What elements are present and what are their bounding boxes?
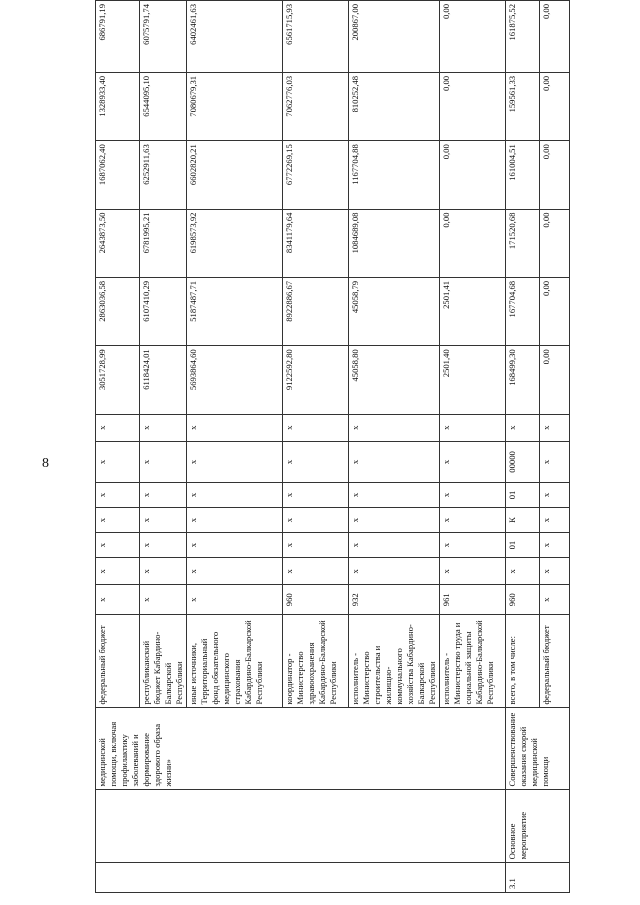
value-cell-v6: 6075791,74 <box>140 1 187 73</box>
value-cell-v1: 3051728,99 <box>96 346 140 414</box>
code-cell-cs1: x <box>540 508 570 533</box>
code-cell-vr: x <box>96 414 140 441</box>
code-cell-vr: x <box>140 414 187 441</box>
value-cell-v2: 2863036,58 <box>96 277 140 345</box>
code-cell-pr: 01 <box>506 533 540 558</box>
value-cell-v1: 168499,30 <box>506 346 540 414</box>
page-number: 8 <box>42 456 49 471</box>
row-name: Основное мероприятие <box>506 790 570 863</box>
value-cell-v5: 0,00 <box>440 72 506 140</box>
code-cell-cs2: x <box>440 482 506 507</box>
code-cell-vr: x <box>540 414 570 441</box>
source-cell: всего, в том числе: <box>506 615 540 708</box>
row-number: 3.1 <box>506 863 570 893</box>
code-cell-grbs: x <box>96 585 140 615</box>
value-cell-v5: 0,00 <box>540 72 570 140</box>
code-cell-grbs: 961 <box>440 585 506 615</box>
value-cell-v4: 6772269,15 <box>283 141 349 209</box>
value-cell-v6: 686791,19 <box>96 1 140 73</box>
code-cell-rz: x <box>140 558 187 585</box>
code-cell-pr: x <box>283 533 349 558</box>
value-cell-v6: 161875,52 <box>506 1 540 73</box>
code-cell-rz: x <box>540 558 570 585</box>
value-cell-v4: 0,00 <box>540 141 570 209</box>
value-cell-v1: 9122592,80 <box>283 346 349 414</box>
code-cell-cs2: x <box>283 482 349 507</box>
source-cell: исполнитель - Министерство строительства и жилищно-коммунального хозяйства Кабардино-Балкарской Республики <box>349 615 440 708</box>
code-cell-cs1: x <box>283 508 349 533</box>
row-number <box>96 863 506 893</box>
value-cell-v6: 6402461,63 <box>187 1 283 73</box>
value-cell-v2: 45058,79 <box>349 277 440 345</box>
table-row <box>96 1 140 893</box>
code-cell-pr: x <box>540 533 570 558</box>
code-cell-vr: x <box>283 414 349 441</box>
value-cell-v5: 810252,48 <box>349 72 440 140</box>
table-body <box>96 1 570 893</box>
value-cell-v3: 8341179,64 <box>283 209 349 277</box>
code-cell-cs1: x <box>187 508 283 533</box>
source-cell: иные источники, Территориальный фонд обязательного медицинского страхования Кабардино-Балкарской Республики <box>187 615 283 708</box>
code-cell-pr: x <box>96 533 140 558</box>
code-cell-pr: x <box>187 533 283 558</box>
code-cell-cs3: x <box>540 441 570 482</box>
code-cell-rz: x <box>187 558 283 585</box>
code-cell-grbs: 960 <box>283 585 349 615</box>
row-name <box>96 790 506 863</box>
value-cell-v5: 1328933,40 <box>96 72 140 140</box>
code-cell-vr: x <box>349 414 440 441</box>
value-cell-v2: 8922886,67 <box>283 277 349 345</box>
value-cell-v4: 161004,51 <box>506 141 540 209</box>
table-row <box>506 1 540 893</box>
code-cell-cs3: x <box>140 441 187 482</box>
value-cell-v3: 0,00 <box>540 209 570 277</box>
code-cell-cs2: x <box>187 482 283 507</box>
value-cell-v3: 2643873,50 <box>96 209 140 277</box>
budget-table <box>95 0 570 893</box>
value-cell-v3: 1084689,08 <box>349 209 440 277</box>
code-cell-grbs: 960 <box>506 585 540 615</box>
value-cell-v2: 6107410,29 <box>140 277 187 345</box>
code-cell-rz: x <box>440 558 506 585</box>
value-cell-v1: 45058,80 <box>349 346 440 414</box>
code-cell-grbs: x <box>540 585 570 615</box>
code-cell-grbs: x <box>140 585 187 615</box>
code-cell-vr: x <box>187 414 283 441</box>
code-cell-cs1: x <box>96 508 140 533</box>
code-cell-cs2: x <box>349 482 440 507</box>
value-cell-v4: 6602820,21 <box>187 141 283 209</box>
code-cell-cs3: x <box>96 441 140 482</box>
source-cell: федеральный бюджет <box>96 615 140 708</box>
value-cell-v4: 0,00 <box>440 141 506 209</box>
code-cell-vr: x <box>440 414 506 441</box>
code-cell-cs3: x <box>187 441 283 482</box>
code-cell-cs2: x <box>140 482 187 507</box>
value-cell-v2: 0,00 <box>540 277 570 345</box>
value-cell-v1: 0,00 <box>540 346 570 414</box>
code-cell-rz: x <box>506 558 540 585</box>
code-cell-cs2: x <box>540 482 570 507</box>
value-cell-v1: 6118424,01 <box>140 346 187 414</box>
code-cell-cs3: 00000 <box>506 441 540 482</box>
code-cell-pr: x <box>140 533 187 558</box>
value-cell-v2: 2501,41 <box>440 277 506 345</box>
value-cell-v5: 6544095,10 <box>140 72 187 140</box>
source-cell: координатор - Министерство здравоохранения Кабардино-Балкарской Республики <box>283 615 349 708</box>
value-cell-v3: 171520,68 <box>506 209 540 277</box>
source-cell: исполнитель - Министерство труда и социальной защиты Кабардино-Балкарской Республики <box>440 615 506 708</box>
value-cell-v3: 6781995,21 <box>140 209 187 277</box>
code-cell-grbs: 932 <box>349 585 440 615</box>
value-cell-v1: 5693864,60 <box>187 346 283 414</box>
value-cell-v2: 5187487,71 <box>187 277 283 345</box>
code-cell-cs1: x <box>349 508 440 533</box>
code-cell-cs3: x <box>440 441 506 482</box>
rotated-table-wrapper <box>95 0 635 893</box>
code-cell-rz: x <box>96 558 140 585</box>
value-cell-v6: 0,00 <box>540 1 570 73</box>
code-cell-pr: x <box>349 533 440 558</box>
code-cell-rz: x <box>349 558 440 585</box>
code-cell-vr: x <box>506 414 540 441</box>
row-activity: Совершенствование оказания скорой медицинской помощи <box>506 708 570 790</box>
code-cell-cs3: x <box>283 441 349 482</box>
value-cell-v6: 6561715,93 <box>283 1 349 73</box>
value-cell-v4: 1167704,88 <box>349 141 440 209</box>
value-cell-v3: 0,00 <box>440 209 506 277</box>
value-cell-v5: 7062776,03 <box>283 72 349 140</box>
code-cell-rz: x <box>283 558 349 585</box>
source-cell: республиканский бюджет Кабардино-Балкарской Республики <box>140 615 187 708</box>
value-cell-v1: 2501,40 <box>440 346 506 414</box>
value-cell-v2: 167704,68 <box>506 277 540 345</box>
row-activity: медицинской помощи, включая профилактику заболеваний и формирование здорового образа жизни» <box>96 708 506 790</box>
code-cell-cs2: x <box>96 482 140 507</box>
code-cell-pr: x <box>440 533 506 558</box>
value-cell-v6: 200867,00 <box>349 1 440 73</box>
code-cell-grbs: x <box>187 585 283 615</box>
value-cell-v6: 0,00 <box>440 1 506 73</box>
code-cell-cs1: x <box>140 508 187 533</box>
code-cell-cs3: x <box>349 441 440 482</box>
value-cell-v5: 159561,33 <box>506 72 540 140</box>
value-cell-v3: 6198573,92 <box>187 209 283 277</box>
source-cell: федеральный бюджет <box>540 615 570 708</box>
value-cell-v4: 6252911,63 <box>140 141 187 209</box>
code-cell-cs1: x <box>440 508 506 533</box>
code-cell-cs2: 01 <box>506 482 540 507</box>
value-cell-v5: 7080679,31 <box>187 72 283 140</box>
code-cell-cs1: К <box>506 508 540 533</box>
value-cell-v4: 1687062,40 <box>96 141 140 209</box>
